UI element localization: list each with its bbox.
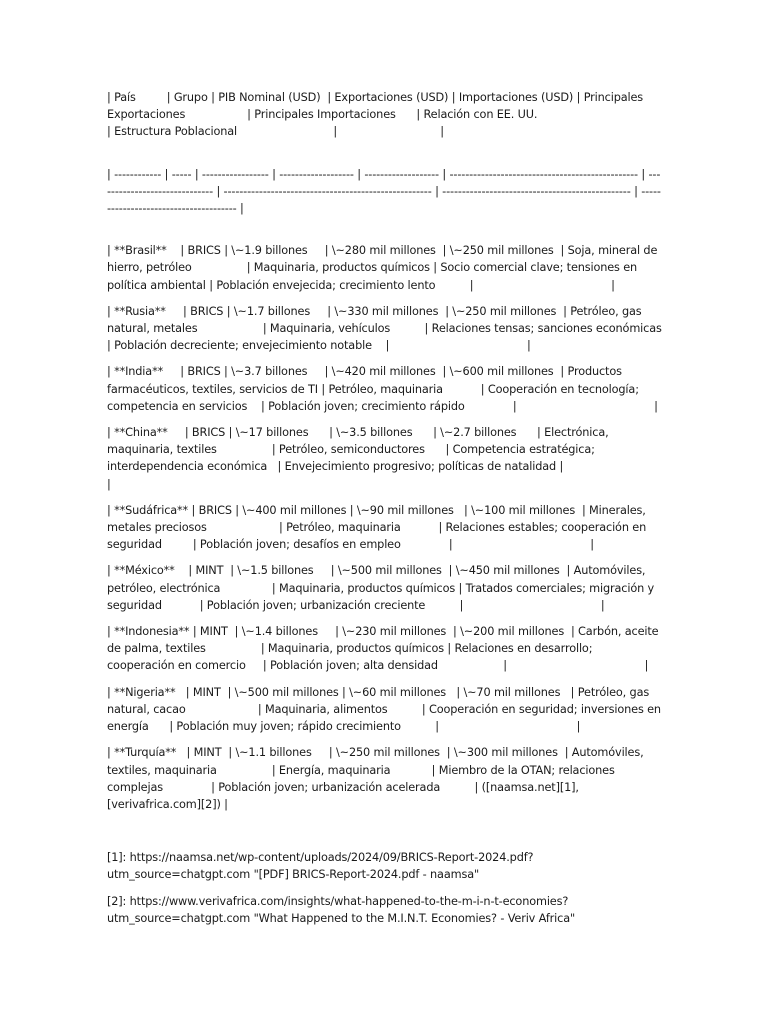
table-row-sudafrica: | **Sudáfrica** | BRICS | \~400 mil millones | \~90 mil millones | \~100 mil millones | Minerales, metales preciosos | Petróleo, maquinaria | Relaciones estables; cooperación en seguridad | Población joven; desafíos en empleo | | <box>107 503 650 552</box>
document-page <box>107 89 714 927</box>
table-separator-row: | ------------ | ----- | ----------------- | ------------------- | ------------------- | ------------------------------------------------ | ------------------------------ | ----------------------------------------------------- | ------------------------------------------------ | -------------------------------------- | <box>107 167 661 216</box>
reference-1: [1]: https://naamsa.net/wp-content/uploads/2024/09/BRICS-Report-2024.pdf?utm_source=chatgpt.com "[PDF] BRICS-Report-2024.pdf - naamsa" <box>107 851 534 882</box>
reference-2: [2]: https://www.verivafrica.com/insights/what-happened-to-the-m-i-n-t-economies?utm_source=chatgpt.com "What Happened to the M.I.N.T. Economies? - Veriv Africa" <box>107 894 576 925</box>
table-row-china: | **China** | BRICS | \~17 billones | \~3.5 billones | \~2.7 billones | Electrónica, maquinaria, textiles | Petróleo, semiconductores | Competencia estratégica; interdependencia económica | Envejecimiento progresivo; políticas de natalidad | | <box>107 426 701 491</box>
table-row-india: | **India** | BRICS | \~3.7 billones | \~420 mil millones | \~600 mil millones | Productos farmacéuticos, textiles, servicios de TI | Petróleo, maquinaria | Cooperación en tecnología; competencia en servicios | Población joven; crecimiento rápido | | <box>107 365 658 413</box>
table-row-nigeria: | **Nigeria** | MINT | \~500 mil millones | \~60 mil millones | \~70 mil millones | Petróleo, gas natural, cacao | Maquinaria, alimentos | Cooperación en seguridad; inversiones en energía | Población muy joven; rápido crecimiento | | <box>107 685 665 734</box>
table-row-rusia: | **Rusia** | BRICS | \~1.7 billones | \~330 mil millones | \~250 mil millones | Petróleo, gas natural, metales | Maquinaria, vehículos | Relaciones tensas; sanciones económicas | Población decreciente; envejecimiento notable | | <box>107 304 714 353</box>
table-row-mexico: | **México** | MINT | \~1.5 billones | \~500 mil millones | \~450 mil millones | Automóviles, petróleo, electrónica | Maquinaria, productos químicos | Tratados comerciales; migración y seguridad | Población joven; urbanización creciente | | <box>107 564 658 612</box>
table-row-indonesia: | **Indonesia** | MINT | \~1.4 billones | \~230 mil millones | \~200 mil millones | Carbón, aceite de palma, textiles | Maquinaria, productos químicos | Relaciones en desarrollo; cooperación en comercio | Población joven; alta densidad | | <box>107 625 662 673</box>
table-header-row: | País | Grupo | PIB Nominal (USD) | Exportaciones (USD) | Importaciones (USD) | Principales Exportaciones | Principales Importaciones | Relación con EE. UU. | Estructura Poblacional | | <box>107 91 662 139</box>
table-row-turquia: | **Turquía** | MINT | \~1.1 billones | \~250 mil millones | \~300 mil millones | Automóviles, textiles, maquinaria | Energía, maquinaria | Miembro de la OTAN; relaciones complejas | Población joven; urbanización acelerada | ([naamsa.net][1], [verivafrica.com][2]) | <box>107 746 647 811</box>
table-row-brasil: | **Brasil** | BRICS | \~1.9 billones | \~280 mil millones | \~250 mil millones | Soja, mineral de hierro, petróleo | Maquinaria, productos químicos | Socio comercial clave; tensiones en política ambiental | Población envejecida; crecimiento lento | | <box>107 244 661 292</box>
